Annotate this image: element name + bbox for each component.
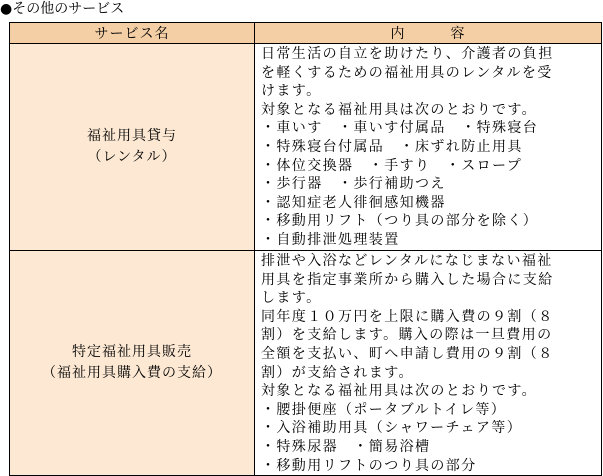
service-name-note: （福祉用具購入費の支給） xyxy=(42,365,222,382)
content-line: ・腰掛便座（ポータブルトイレ等） xyxy=(261,401,507,418)
column-header-content: 内 容 xyxy=(255,23,602,44)
content-line: 用具を指定事業所から購入した場合に支給 xyxy=(261,271,554,288)
content-line: ・移動用リフトのつり具の部分 xyxy=(261,457,477,474)
content-line: を軽くするための福祉用具のレンタルを受 xyxy=(261,64,553,81)
content-line: ・自動排泄処理装置 xyxy=(261,231,400,248)
content-line: 割）を支給します。購入の際は一旦費用の xyxy=(261,327,553,344)
content-line: ・認知症老人徘徊感知機器 xyxy=(261,194,446,211)
content-line: ・体位交換器 ・手すり ・スロープ xyxy=(261,157,523,174)
table-header-row xyxy=(10,23,602,44)
service-name-cell xyxy=(10,251,255,476)
content-line: ・移動用リフト（つり具の部分を除く） xyxy=(261,213,539,230)
content-line: ・特殊尿器 ・簡易浴槽 xyxy=(261,438,431,455)
table-row xyxy=(10,251,602,476)
content-line: ・入浴補助用具（シャワーチェア等） xyxy=(261,420,523,437)
content-line: 日常生活の自立を助けたり、介護者の負担 xyxy=(261,46,554,62)
content-line: します。 xyxy=(261,290,322,307)
content-line: ・歩行器 ・歩行補助つえ xyxy=(261,176,446,193)
content-line: 排泄や入浴などレンタルになじまない福祉 xyxy=(261,253,553,269)
service-content-cell xyxy=(255,44,602,251)
table-row xyxy=(10,44,602,251)
service-content-cell xyxy=(255,251,602,476)
service-table xyxy=(9,22,602,476)
content-line: 割）が支給されます。 xyxy=(261,364,414,381)
content-line: 対象となる福祉用具は次のとおりです。 xyxy=(261,101,538,118)
content-line: ・特殊寝台付属品 ・床ずれ防止用具 xyxy=(261,138,523,155)
content-line: 全額を支払い、町へ申請し費用の９割（８ xyxy=(261,345,554,362)
content-line: けます。 xyxy=(261,83,322,100)
content-line: 対象となる福祉用具は次のとおりです。 xyxy=(261,383,538,400)
section-heading: ●その他のサービス xyxy=(0,1,125,17)
service-name-note: （レンタル） xyxy=(87,149,177,165)
service-name: 特定福祉用具販売 xyxy=(72,344,192,361)
column-header-service-name: サービス名 xyxy=(10,23,255,44)
service-name: 福祉用具貸与 xyxy=(87,128,177,144)
content-line: 同年度１０万円を上限に購入費の９割（８ xyxy=(261,308,554,325)
content-line: ・車いす ・車いす付属品 ・特殊寝台 xyxy=(261,120,539,137)
service-name-cell xyxy=(10,44,255,251)
